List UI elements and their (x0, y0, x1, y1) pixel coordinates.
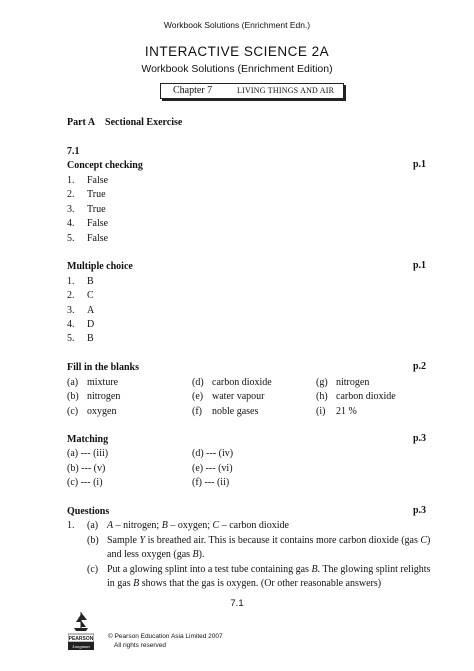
svg-text:PEARSON: PEARSON (68, 636, 94, 643)
list-item (67, 232, 109, 246)
item-answer: True (87, 204, 106, 215)
part-c-answer-line2: in gas B shows that the gas is oxygen. (Or other reasonable answers) (107, 578, 382, 589)
question-number: 1. (67, 520, 75, 531)
fill-item (67, 390, 121, 404)
fill-item (316, 390, 396, 404)
chapter-name: LIVING THINGS AND AIR (237, 86, 335, 95)
item-number: 5. (67, 233, 75, 244)
item-answer: False (87, 233, 109, 244)
list-item (67, 318, 95, 332)
fill-heading: Fill in the blanks (67, 362, 139, 373)
footer-page-number: 7.1 (230, 598, 244, 609)
matching-heading: Matching (67, 434, 109, 445)
item-number: 1. (67, 175, 75, 186)
part-c-label: (c) (87, 564, 99, 575)
item-answer: nitrogen (87, 391, 121, 402)
fill-item (192, 376, 272, 390)
item-letter: (b) (67, 391, 79, 402)
part-b-label: (b) (87, 535, 99, 546)
part-a-label: (a) (87, 520, 99, 531)
item-letter: (f) (192, 406, 202, 417)
matching-item: (d) --- (iv) (192, 448, 234, 459)
matching-item: (b) --- (v) (67, 463, 106, 474)
item-letter: (e) (192, 391, 204, 402)
fill-item (192, 405, 259, 419)
item-number: 1. (67, 276, 75, 287)
list-item (67, 289, 94, 303)
matching-item: (e) --- (vi) (192, 463, 233, 474)
matching-item: (f) --- (ii) (192, 477, 230, 488)
rights-line: All rights reserved (114, 642, 167, 649)
svg-text:Longman: Longman (72, 644, 90, 649)
item-answer: mixture (87, 377, 119, 388)
item-number: 2. (67, 290, 75, 301)
item-answer: carbon dioxide (336, 391, 396, 402)
matching-page-ref: p.3 (412, 433, 426, 444)
item-letter: (g) (316, 377, 328, 388)
item-letter: (h) (316, 391, 328, 402)
concept-heading: Concept checking (67, 160, 143, 171)
matching-item: (c) --- (i) (67, 477, 103, 488)
item-answer: B (87, 333, 94, 344)
questions-page-ref: p.3 (412, 505, 426, 516)
chapter-number: Chapter 7 (173, 85, 213, 96)
pearson-logo (68, 606, 94, 652)
item-number: 3. (67, 305, 75, 316)
copyright-notice (108, 632, 223, 650)
running-header: Workbook Solutions (Enrichment Edn.) (163, 20, 311, 30)
fill-page-ref: p.2 (412, 361, 426, 372)
item-answer: oxygen (87, 406, 117, 417)
pearson-logo-icon (68, 606, 94, 652)
list-item (67, 304, 95, 318)
mc-heading: Multiple choice (67, 261, 133, 272)
fill-item (67, 405, 117, 419)
list-item (67, 174, 109, 188)
item-answer: nitrogen (336, 377, 370, 388)
item-answer: D (87, 319, 95, 330)
item-answer: B (87, 276, 94, 287)
item-letter: (c) (67, 406, 79, 417)
list-item (67, 188, 106, 202)
item-answer: True (87, 189, 106, 200)
questions-heading: Questions (67, 506, 110, 517)
item-answer: C (87, 290, 94, 301)
list-item (67, 217, 109, 231)
list-item (67, 203, 106, 217)
fill-item (316, 376, 370, 390)
item-answer: 21 % (336, 406, 357, 417)
item-letter: (i) (316, 406, 326, 417)
list-item (67, 332, 94, 346)
item-answer: False (87, 218, 109, 229)
mc-page-ref: p.1 (412, 260, 426, 271)
item-answer: noble gases (212, 406, 259, 417)
part-a-answer: A – nitrogen; B – oxygen; C – carbon dioxide (107, 520, 289, 531)
part-b-answer-line2: and less oxygen (gas B). (107, 549, 205, 560)
part-b-answer-line1: Sample Y is breathed air. This is because it contains more carbon dioxide (gas C) (107, 535, 431, 546)
item-answer: water vapour (212, 391, 265, 402)
fill-item (192, 390, 265, 404)
item-answer: carbon dioxide (212, 377, 272, 388)
part-c-answer-line1: Put a glowing splint into a test tube containing gas B. The glowing splint relights (107, 564, 431, 575)
item-answer: A (87, 305, 95, 316)
item-answer: False (87, 175, 109, 186)
page-title: INTERACTIVE SCIENCE 2A (144, 44, 330, 59)
item-letter: (a) (67, 377, 79, 388)
concept-page-ref: p.1 (412, 159, 426, 170)
item-letter: (d) (192, 377, 204, 388)
matching-item: (a) --- (iii) (67, 448, 109, 459)
part-heading: Part A Sectional Exercise (67, 117, 183, 128)
item-number: 4. (67, 218, 75, 229)
fill-item (67, 376, 119, 390)
item-number: 5. (67, 333, 75, 344)
list-item (67, 275, 94, 289)
copyright-line: © Pearson Education Asia Limited 2007 (108, 633, 223, 640)
item-number: 2. (67, 189, 75, 200)
chapter-box (160, 83, 344, 99)
item-number: 3. (67, 204, 75, 215)
section-number: 7.1 (67, 146, 80, 157)
item-number: 4. (67, 319, 75, 330)
page-subtitle: Workbook Solutions (Enrichment Edition) (141, 63, 333, 75)
fill-item (316, 405, 357, 419)
